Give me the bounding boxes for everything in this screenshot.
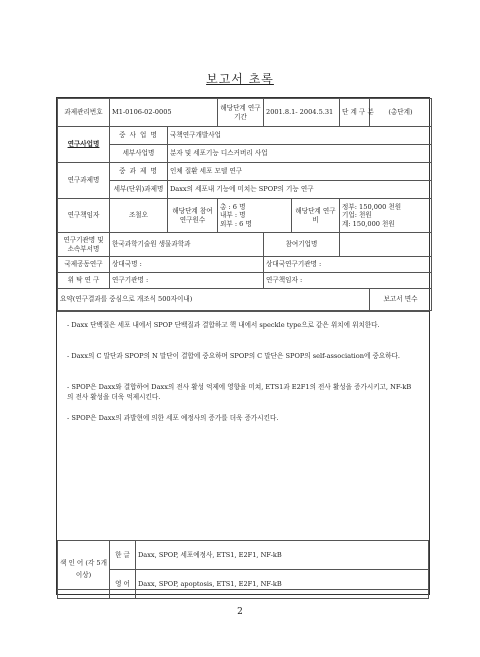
consign-label: 위 탁 연 구 <box>58 273 110 289</box>
task-label: 연구과제명 <box>58 163 110 199</box>
stage-label: 단 계 구 분 <box>340 99 370 127</box>
summary-item: - Daxx의 C 말단과 SPOP의 N 말단이 결합에 중요하며 SPOP의 C 말단은 SPOP의 self-association에 중요하다. <box>67 352 401 360</box>
report-title: 보고서 초록 <box>206 72 274 86</box>
project-sub-label: 세부사업명 <box>110 145 168 163</box>
info-table <box>57 98 432 311</box>
cost-label: 해당단계 연구비 <box>292 199 340 233</box>
consign-institution: 연구기관명 : <box>110 273 264 289</box>
task-no: M1-0106-02-0005 <box>110 99 218 127</box>
summary-item: - Daxx 단백질은 세포 내에서 SPOP 단백질과 결합하고 핵 내에서 speckle type으로 같은 위치에 위치한다. <box>67 321 380 329</box>
intl-label: 국제공동연구 <box>58 257 110 273</box>
keywords-korean: Daxx, SPOP, 세포예정사, ETS1, E2F1, NF-kB <box>136 541 429 570</box>
project-main: 국책연구개발사업 <box>168 127 432 145</box>
count-internal: 내부 : 명 <box>220 211 246 220</box>
cost-total: 계: 150,000 천원 <box>342 219 395 228</box>
cost-government: 정부: 150,000 천원 <box>342 203 402 212</box>
page-number: 2 <box>237 607 243 617</box>
task-sub-label: 세부(단위)과제명 <box>110 181 168 199</box>
summary-item: - SPOP은 Daxx의 과발현에 의한 세포 예정사의 증가를 더욱 증가시킨다. <box>67 414 279 422</box>
task-main: 인체 질환 세포 모델 연구 <box>168 163 432 181</box>
report-pages-label: 보고서 면수 <box>370 289 432 311</box>
project-main-label: 중 사 업 명 <box>110 127 168 145</box>
period: 2001.8.1- 2004.5.31 <box>264 99 340 127</box>
stage: (총단계) <box>370 99 432 127</box>
task-sub: Daxx의 세포내 기능에 미치는 SPOP의 기능 연구 <box>168 181 432 199</box>
keywords-english: Daxx, SPOP, apoptosis, ETS1, E2F1, NF-kB <box>136 570 429 599</box>
keywords-korean-label: 한 글 <box>110 541 136 570</box>
consign-head: 연구책임자 : <box>264 273 432 289</box>
summary-item: - SPOP은 Daxx와 결합하여 Daxx의 전사 활성 억제에 영향을 미쳐, ETS1과 E2F1의 전사 활성을 증가시키고, NF-kB의 전사 활성을 더욱 억제시킨다. <box>67 383 412 402</box>
participant-counts <box>218 199 292 233</box>
institution: 한국과학기술원 생물과학과 <box>110 233 264 257</box>
summary-form <box>56 97 430 595</box>
project-sub: 분자 및 세포기능 디스커버리 사업 <box>168 145 432 163</box>
intl-institution: 상대국연구기관명 : <box>264 257 432 273</box>
costs <box>340 199 432 233</box>
project-label: 연구사업명 <box>58 127 110 163</box>
count-total: 총 : 6 명 <box>220 203 246 212</box>
institution-label: 연구기관명 및 소속부서명 <box>58 233 110 257</box>
summary-label: 요약(연구결과를 중심으로 개조식 500자이내) <box>58 289 370 311</box>
participant-count-label: 해당단계 참여연구원수 <box>168 199 218 233</box>
keywords-label: 색 인 어 (각 5개 이상) <box>58 541 110 599</box>
cost-company: 기업: 천원 <box>342 211 372 220</box>
period-label: 해당단계 연구기간 <box>218 99 264 127</box>
participant-company <box>340 233 432 257</box>
intl-country: 상대국명 : <box>110 257 264 273</box>
task-no-label: 과제관리번호 <box>58 99 110 127</box>
participant-company-label: 참여기업명 <box>264 233 340 257</box>
keywords-english-label: 영 어 <box>110 570 136 599</box>
researcher-label: 연구책임자 <box>58 199 110 233</box>
keywords-table <box>57 540 429 599</box>
researcher-name: 조철오 <box>110 199 168 233</box>
count-external: 외부 : 6 명 <box>220 219 252 228</box>
task-main-label: 중 과 제 명 <box>110 163 168 181</box>
